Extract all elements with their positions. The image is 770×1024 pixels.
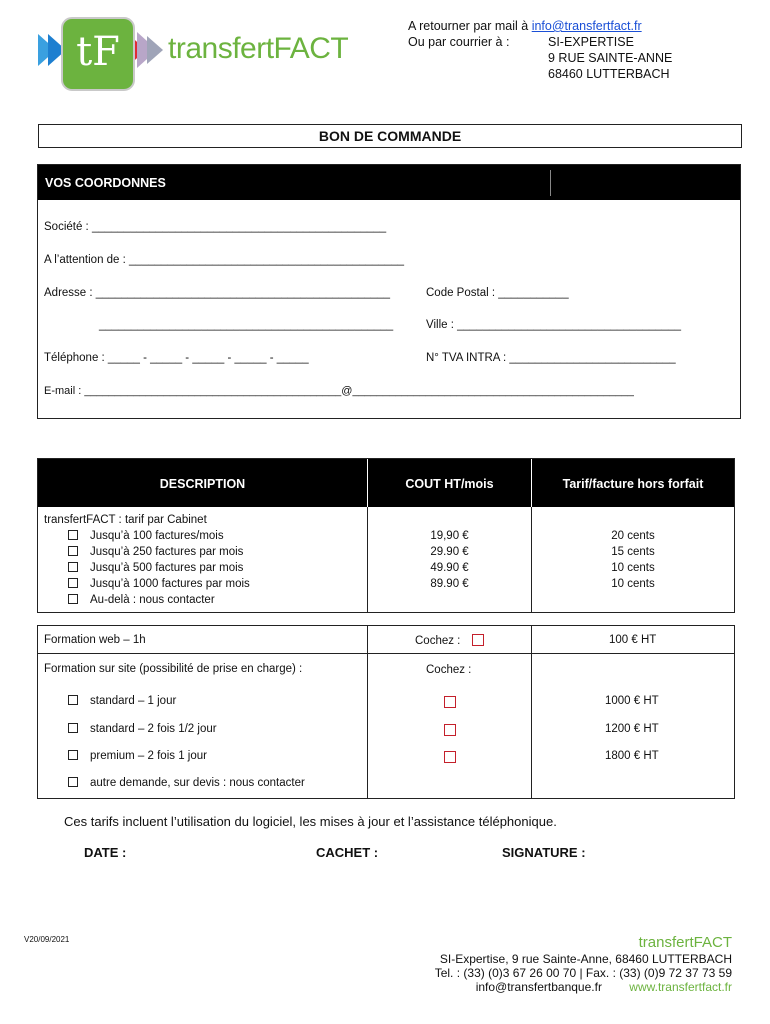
address-line: 9 RUE SAINTE-ANNE (548, 51, 673, 65)
option-price: 1000 € HT (605, 695, 659, 707)
price-cell: 29.90 € (430, 546, 469, 558)
price-cell: 49.90 € (430, 562, 469, 574)
footer-contact (476, 980, 732, 994)
tarif-cell: 20 cents (611, 530, 655, 542)
tarif-cell: 15 cents (611, 546, 655, 558)
code-postal-field[interactable]: Code Postal : ___________ (426, 287, 569, 299)
row-divider (38, 653, 734, 654)
pricing-note: Ces tarifs incluent l’utilisation du logiciel, les mises à jour et l’assistance téléphonique. (64, 814, 557, 829)
list-item[interactable]: Au-delà : nous contacter (68, 592, 250, 608)
logo-letters: tF (76, 29, 120, 75)
list-item[interactable]: Jusqu’à 500 factures par mois (68, 560, 250, 576)
date-label: DATE : (84, 845, 127, 860)
postal-address (548, 34, 672, 82)
list-item[interactable]: premium – 2 fois 1 jour (68, 750, 207, 762)
col-header-tarif: Tarif/facture hors forfait (532, 459, 734, 507)
formation-web-cochez: Cochez : (415, 635, 461, 647)
header-divider (550, 170, 551, 196)
formation-web-label: Formation web – 1h (44, 634, 146, 646)
price-column (368, 528, 531, 592)
footer-brand: transfertFACT (638, 934, 732, 951)
telephone-field[interactable]: Téléphone : _____ - _____ - _____ - _____ - _____ (44, 352, 309, 364)
price-cell: 89.90 € (430, 578, 469, 590)
list-item[interactable]: autre demande, sur devis : nous contacter (68, 777, 305, 789)
footer-address: SI-Expertise, 9 rue Sainte-Anne, 68460 LUTTERBACH (439, 952, 732, 966)
address-line: 68460 LUTTERBACH (548, 67, 670, 81)
email-link[interactable]: info@transfertfact.fr (531, 19, 642, 33)
societe-field[interactable]: Société : ______________________________________________ (44, 221, 387, 233)
coordinates-heading: VOS COORDONNES (45, 176, 166, 190)
coordinates-header (38, 165, 740, 200)
return-by-mail (408, 18, 642, 34)
checkbox-icon[interactable] (68, 562, 78, 572)
formation-site-label: Formation sur site (possibilité de prise en charge) : (44, 663, 303, 675)
cachet-label: CACHET : (316, 845, 379, 860)
tva-field[interactable]: N° TVA INTRA : __________________________ (426, 352, 676, 364)
list-item[interactable]: Jusqu’à 100 factures/mois (68, 528, 250, 544)
option-checkbox[interactable] (444, 724, 456, 736)
return-label: A retourner par mail à (408, 19, 529, 33)
option-price: 1200 € HT (605, 723, 659, 735)
checkbox-icon[interactable] (68, 546, 78, 556)
formation-web-checkbox[interactable] (472, 634, 484, 646)
footer-phones: Tel. : (33) (0)3 67 26 00 70 | Fax. : (33) (0)9 72 37 73 59 (434, 966, 732, 980)
tarif-cell: 10 cents (611, 578, 655, 590)
option-checkbox[interactable] (444, 751, 456, 763)
list-item[interactable]: Jusqu’à 250 factures par mois (68, 544, 250, 560)
col-header-description: DESCRIPTION (38, 459, 367, 507)
footer-email[interactable]: info@transfertbanque.fr (475, 980, 602, 994)
checkbox-icon[interactable] (68, 750, 78, 760)
checkbox-icon[interactable] (68, 578, 78, 588)
tarif-column (532, 528, 734, 592)
tarif-cell: 10 cents (611, 562, 655, 574)
checkbox-icon[interactable] (68, 777, 78, 787)
version-label: V20/09/2021 (24, 935, 70, 944)
adresse-field[interactable]: Adresse : ______________________________________________ (44, 287, 390, 299)
list-item[interactable]: Jusqu’à 1000 factures par mois (68, 576, 250, 592)
product-intro: transfertFACT : tarif par Cabinet (44, 514, 207, 526)
checkbox-icon[interactable] (68, 594, 78, 604)
column-divider (531, 626, 532, 798)
footer-website[interactable]: www.transfertfact.fr (629, 980, 732, 994)
signature-label: SIGNATURE : (502, 845, 586, 860)
attention-field[interactable]: A l’attention de : ___________________________________________ (44, 254, 405, 266)
pricing-table (37, 458, 735, 613)
price-cell: 19,90 € (430, 530, 469, 542)
option-checkbox[interactable] (444, 696, 456, 708)
courier-label: Ou par courrier à : (408, 35, 510, 49)
checkbox-icon[interactable] (68, 695, 78, 705)
list-item[interactable]: standard – 1 jour (68, 695, 176, 707)
brand-name: transfertFACT (168, 32, 349, 65)
option-price: 1800 € HT (605, 750, 659, 762)
list-item[interactable]: standard – 2 fois 1/2 jour (68, 723, 217, 735)
checkbox-icon[interactable] (68, 723, 78, 733)
formation-web-price: 100 € HT (609, 634, 657, 646)
ville-field[interactable]: Ville : ___________________________________ (426, 319, 681, 331)
col-header-cost: COUT HT/mois (368, 459, 531, 507)
formation-site-cochez: Cochez : (426, 664, 472, 676)
page-title: BON DE COMMANDE (38, 124, 742, 148)
address-line: SI-EXPERTISE (548, 35, 634, 49)
column-divider (367, 626, 368, 798)
adresse-line2-field[interactable]: ______________________________________________ (99, 319, 394, 331)
coordinates-section (37, 164, 741, 419)
product-description (44, 512, 250, 608)
formation-table (37, 625, 735, 799)
email-field[interactable]: E-mail : __________________________________________@______________________________________________ (44, 385, 634, 397)
checkbox-icon[interactable] (68, 530, 78, 540)
